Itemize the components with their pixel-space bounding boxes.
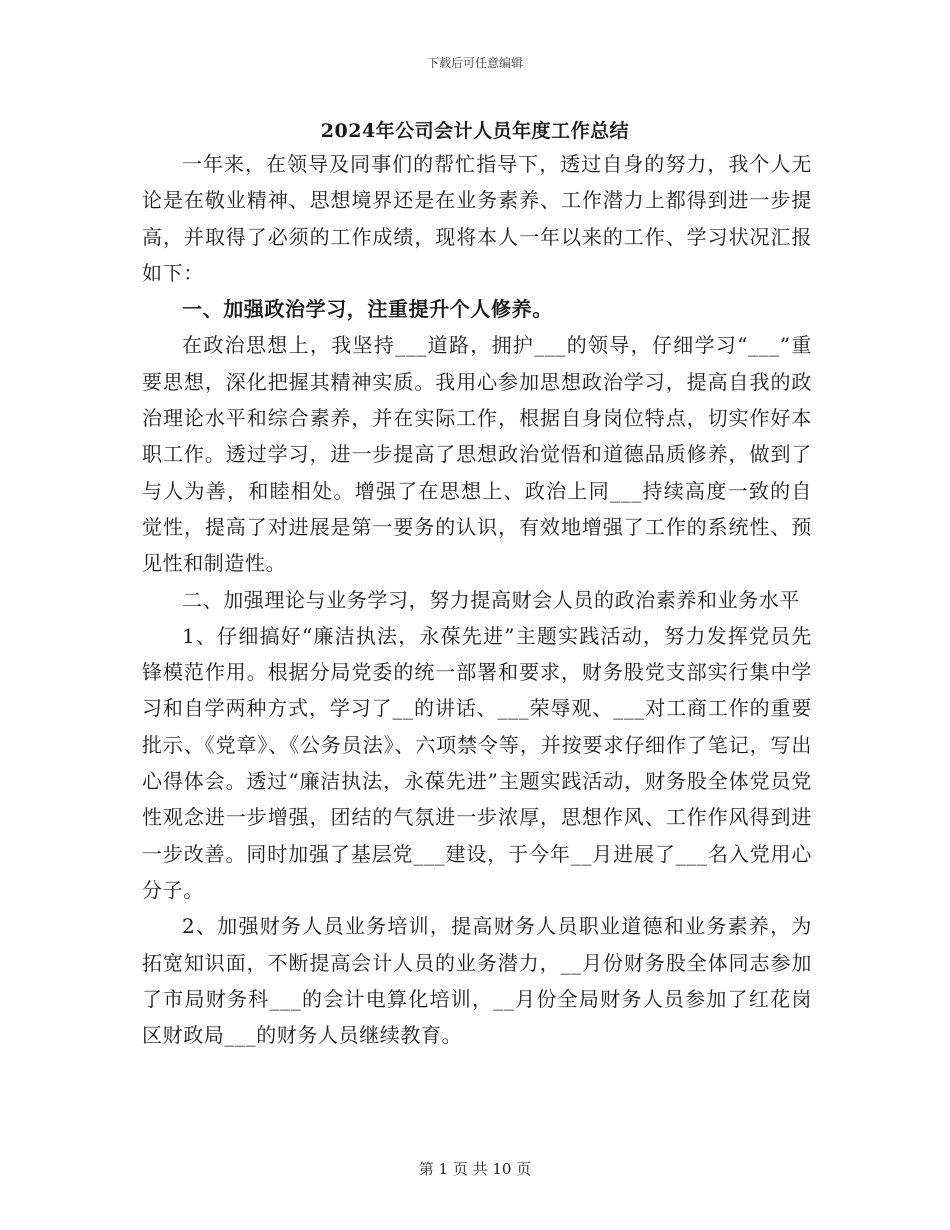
document-title: 2024年公司会计人员年度工作总结 xyxy=(320,120,630,142)
page-indicator: 第 1 页 共 10 页 xyxy=(418,1160,532,1178)
header-note: 下载后可任意编辑 xyxy=(426,56,523,70)
section-heading-1: 一、加强政治学习，注重提升个人修养。 xyxy=(182,297,553,322)
paragraph-intro: 一年来，在领导及同事们的帮忙指导下，透过自身的努力，我个人无论是在敬业精神、思想境界还是在业务素养、工作潜力上都得到进一步提高，并取得了必须的工作成绩，现将本人一年以来的工作、学习状况汇报如下： xyxy=(142,152,812,285)
section-heading-2: 二、加强理论与业务学习，努力提高财会人员的政治素养和业务水平 xyxy=(182,587,800,612)
paragraph-political: 在政治思想上，我坚持___道路，拥护___的领导，仔细学习“___”重要思想，深化把握其精神实质。我用心参加思想政治学习，提高自我的政治理论水平和综合素养，并在实际工作，根据自身岗位特点，切实作好本职工作。透过学习，进一步提高了思想政治觉悟和道德品质修养，做到了与人为善，和睦相处。增强了在思想上、政治上同___持续高度一致的自觉性，提高了对进展是第一要务的认识，有效地增强了工作的系统性、预见性和制造性。 xyxy=(142,333,812,576)
paragraph-item-1: 1、仔细搞好“廉洁执法，永葆先进”主题实践活动，努力发挥党员先锋模范作用。根据分局党委的统一部署和要求，财务股党支部实行集中学习和自学两种方式，学习了__的讲话、___荣辱观、___对工商工作的重要批示、《党章》、《公务员法》、六项禁令等，并按要求仔细作了笔记，写出心得体会。透过“廉洁执法，永葆先进”主题实践活动，财务股全体党员党性观念进一步增强，团结的气氛进一步浓厚，思想作风、工作作风得到进一步改善。同时加强了基层党___建设，于今年__月进展了___名入党用心分子。 xyxy=(142,623,812,902)
document-body xyxy=(142,146,812,1053)
paragraph-item-2: 2、加强财务人员业务培训，提高财务人员职业道德和业务素养，为拓宽知识面，不断提高会计人员的业务潜力，__月份财务股全体同志参加了市局财务科___的会计电算化培训，__月份全局财务人员参加了红花岗区财政局___的财务人员继续教育。 xyxy=(142,914,812,1048)
